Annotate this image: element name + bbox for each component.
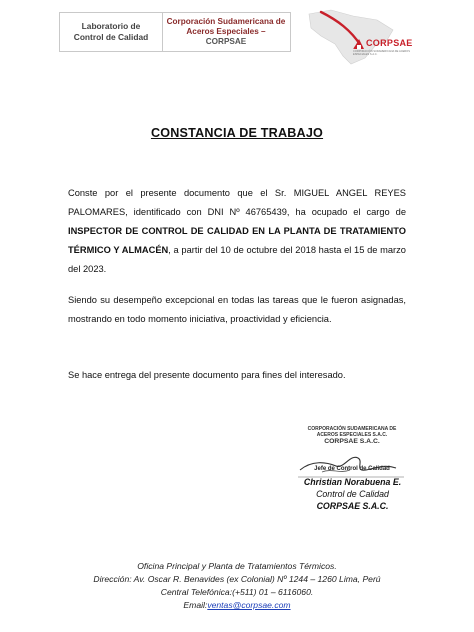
stamp-line-3: CORPSAE S.A.C. <box>324 438 380 445</box>
corporation-cell <box>162 12 291 52</box>
paragraph-closing: Se hace entrega del presente documento para fines del interesado. <box>68 370 346 380</box>
logo-cell <box>291 12 415 56</box>
footer-email-row <box>0 599 474 612</box>
logo-subtitle: CORPORACIÓN SUDAMERICANA DE ACEROS ESPECIALES S.A.C. <box>353 50 410 56</box>
logo-mark-icon <box>353 38 365 50</box>
footer <box>0 560 474 612</box>
corp-line-3: CORPSAE <box>205 37 247 46</box>
lab-line-2: Control de Calidad <box>73 32 149 42</box>
lab-cell <box>59 12 163 52</box>
email-link[interactable]: ventas@corpsae.com <box>207 600 291 610</box>
logo-text: CORPSAE <box>366 38 413 48</box>
footer-phone: Central Telefónica:(+511) 01 – 6116060. <box>160 587 314 597</box>
p1-position: INSPECTOR DE CONTROL DE CALIDAD EN LA PLANTA DE TRATAMIENTO TÉRMICO Y ALMACÉN <box>68 226 406 255</box>
stamp-line-1: CORPORACIÓN SUDAMERICANA DE <box>307 426 397 432</box>
stamp-line-2: ACEROS ESPECIALES S.A.C. <box>316 432 388 438</box>
lab-line-1: Laboratorio de <box>81 21 141 31</box>
document-title: CONSTANCIA DE TRABAJO <box>150 126 324 140</box>
p1-text-b: , a partir del 10 de octubre del 2018 hasta el 15 de marzo del 2023. <box>68 245 406 274</box>
signatory-company: CORPSAE S.A.C. <box>316 501 389 511</box>
letterhead <box>59 12 415 56</box>
p1-text-a: Conste por el presente documento que el Sr. MIGUEL ANGEL REYES PALOMARES, identificado con DNI Nº 46765439, ha ocupado el cargo de <box>68 188 406 217</box>
email-label: Email: <box>183 600 208 610</box>
corpsae-logo <box>353 38 413 58</box>
paragraph-performance: Siendo su desempeño excepcional en todas las tareas que le fueron asignadas, mostrando en todo momento iniciativa, proactividad y eficiencia. <box>68 295 406 324</box>
signatory-name: Christian Norabuena E. <box>303 477 402 487</box>
signatory-block <box>295 476 410 512</box>
corp-line-1: Corporación Sudamericana de <box>166 17 286 26</box>
paragraph-employment <box>68 184 406 279</box>
corp-line-2: Aceros Especiales – <box>186 27 266 36</box>
signatory-department: Control de Calidad <box>316 489 389 499</box>
footer-address: Dirección: Av. Oscar R. Benavides (ex Colonial) Nº 1244 – 1260 Lima, Perú <box>93 574 381 584</box>
stamp-role: Jefe de Control de Calidad <box>314 466 390 472</box>
footer-line-1: Oficina Principal y Planta de Tratamientos Térmicos. <box>137 561 337 571</box>
